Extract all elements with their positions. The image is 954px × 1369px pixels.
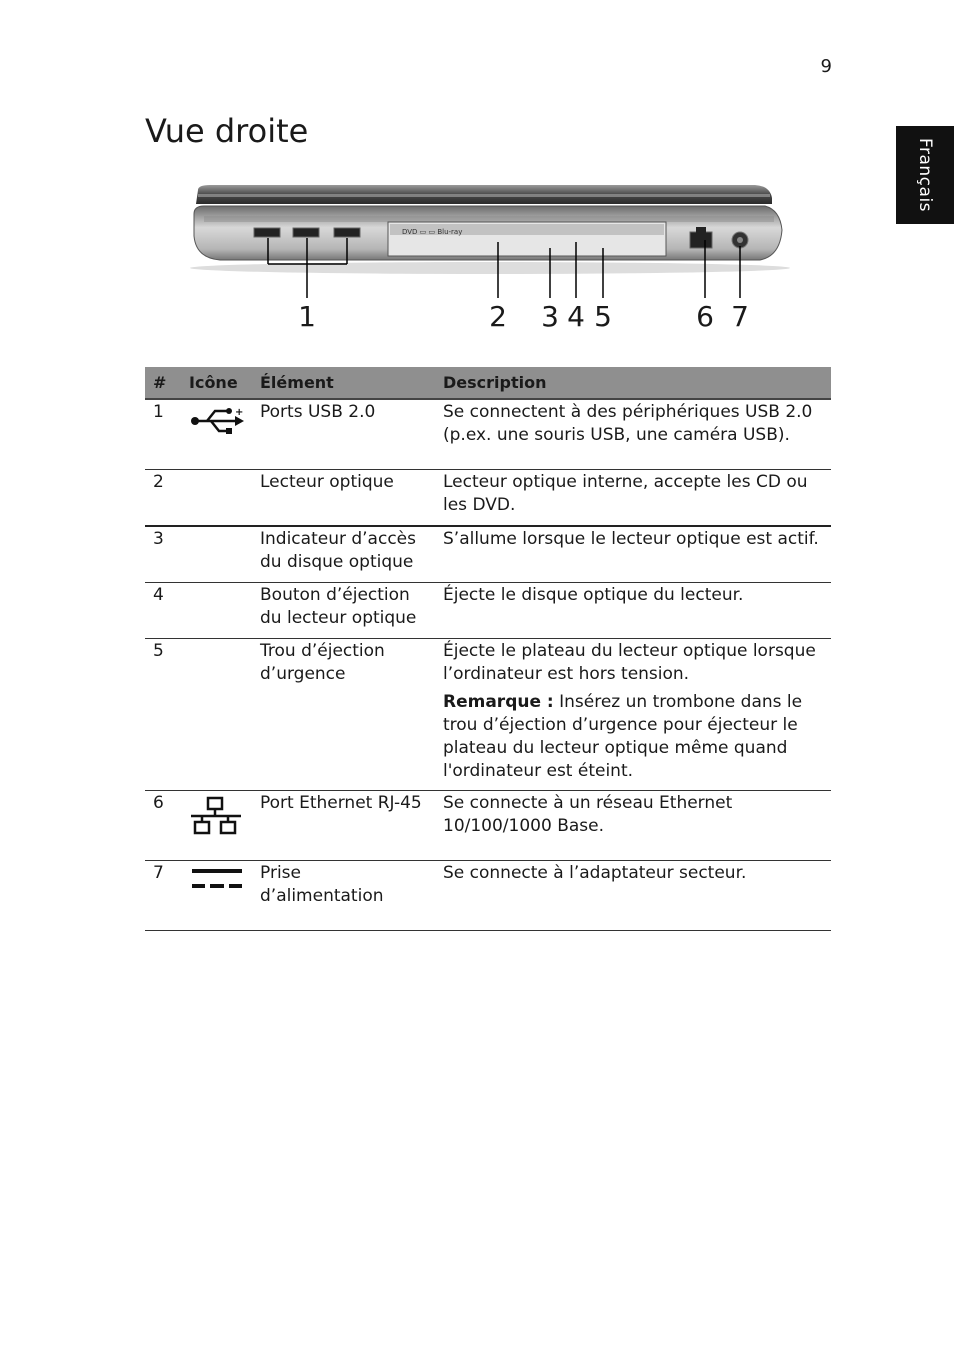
- header-number: #: [145, 367, 181, 399]
- callout-2: 2: [489, 300, 507, 333]
- row-description: Lecteur optique interne, accepte les CD ou les DVD.: [435, 470, 831, 527]
- ethernet-icon: [189, 795, 243, 839]
- callout-3: 3: [541, 300, 559, 333]
- row-description: Se connecte à un réseau Ethernet 10/100/1000 Base.: [435, 791, 831, 861]
- row-element: Lecteur optique: [252, 470, 435, 527]
- callout-6: 6: [696, 300, 714, 333]
- row-number: 5: [145, 639, 181, 791]
- row-icon: [181, 399, 252, 470]
- row-icon: [181, 791, 252, 861]
- components-table: [145, 367, 831, 931]
- table-row: [145, 470, 831, 527]
- usb-icon: [189, 404, 245, 438]
- row-description: S’allume lorsque le lecteur optique est actif.: [435, 526, 831, 583]
- callout-4: 4: [567, 300, 585, 333]
- row-description: Se connecte à l’adaptateur secteur.: [435, 861, 831, 931]
- table-row: [145, 861, 831, 931]
- row-number: 6: [145, 791, 181, 861]
- row-description: Éjecte le disque optique du lecteur.: [435, 583, 831, 639]
- table-header-row: [145, 367, 831, 399]
- svg-text:+: +: [235, 407, 244, 418]
- callout-7: 7: [731, 300, 749, 333]
- row-description-cell: [435, 639, 831, 791]
- row-element: Ports USB 2.0: [252, 399, 435, 470]
- dc-power-icon: [189, 865, 245, 895]
- row-icon: [181, 861, 252, 931]
- language-tab: [896, 126, 954, 224]
- page-number: 9: [820, 56, 832, 77]
- row-icon: [181, 639, 252, 791]
- callout-5: 5: [594, 300, 612, 333]
- row-description: Éjecte le plateau du lecteur optique lorsque l’ordinateur est hors tension.: [443, 641, 816, 684]
- row-description: Se connectent à des périphériques USB 2.0 (p.ex. une souris USB, une caméra USB).: [435, 399, 831, 470]
- row-element: Trou d’éjection d’urgence: [252, 639, 435, 791]
- callout-1: 1: [298, 300, 316, 333]
- row-number: 3: [145, 526, 181, 583]
- laptop-right-view-figure: [180, 180, 800, 340]
- note: [443, 691, 825, 783]
- table-row: [145, 639, 831, 791]
- table-row: [145, 526, 831, 583]
- page-title: Vue droite: [145, 112, 309, 150]
- row-element: Port Ethernet RJ-45: [252, 791, 435, 861]
- row-number: 2: [145, 470, 181, 527]
- header-icon: Icône: [181, 367, 252, 399]
- row-element: Prise d’alimentation: [252, 861, 435, 931]
- row-number: 1: [145, 399, 181, 470]
- row-number: 7: [145, 861, 181, 931]
- language-tab-label: Français: [915, 137, 935, 213]
- table-row: [145, 791, 831, 861]
- note-text: Insérez un trombone dans le trou d’éjection d’urgence pour éjecteur le plateau du lecteur optique même quand l'ordinateur est éteint.: [443, 692, 803, 781]
- table-row: [145, 583, 831, 639]
- row-icon: [181, 583, 252, 639]
- row-icon: [181, 470, 252, 527]
- row-element: Indicateur d’accès du disque optique: [252, 526, 435, 583]
- header-element: Élément: [252, 367, 435, 399]
- row-icon: [181, 526, 252, 583]
- row-number: 4: [145, 583, 181, 639]
- table-row: [145, 399, 831, 470]
- svg-text:DVD ▭ ▭ Blu-ray: DVD ▭ ▭ Blu-ray: [402, 228, 463, 236]
- row-element: Bouton d’éjection du lecteur optique: [252, 583, 435, 639]
- header-description: Description: [435, 367, 831, 399]
- note-label: Remarque :: [443, 692, 554, 712]
